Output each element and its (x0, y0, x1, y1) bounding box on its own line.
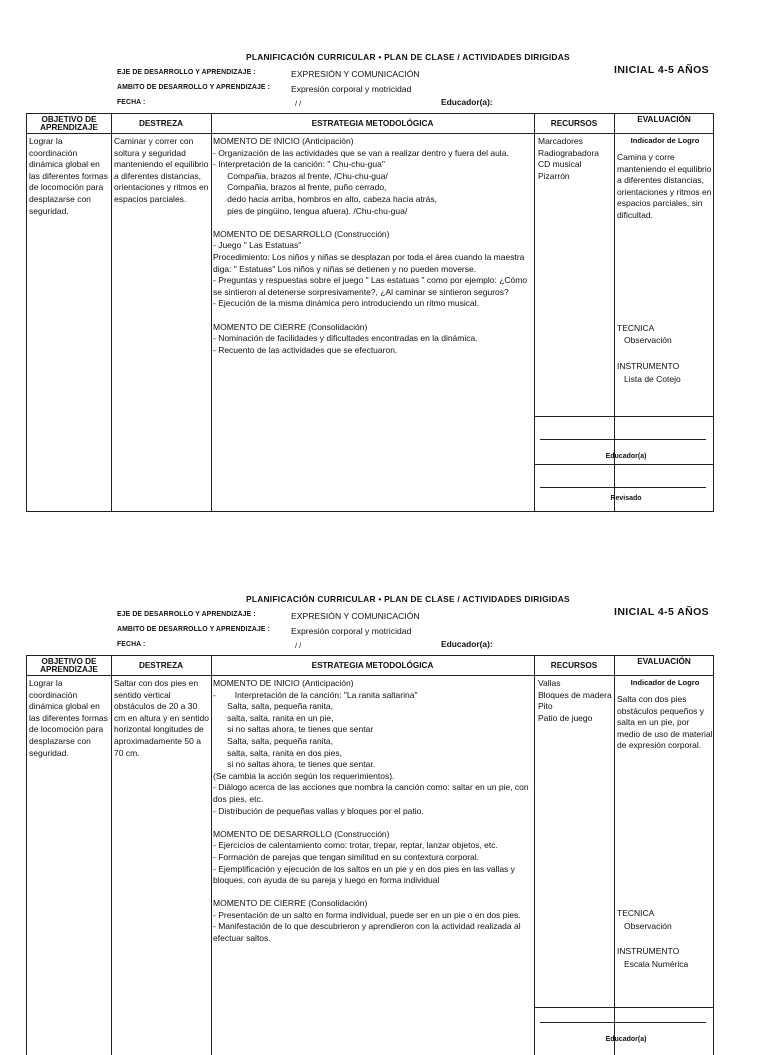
tecnica-value: Observación (624, 335, 672, 345)
column-divider (534, 114, 535, 511)
eje-label: EJE DE DESARROLLO Y APRENDIZAJE : (117, 611, 256, 618)
col-evaluacion-header: EVALUACIÓN (637, 115, 691, 124)
plan-table (26, 113, 714, 512)
instrumento-label: INSTRUMENTO (617, 361, 680, 371)
level-label: INICIAL 4-5 AÑOS (614, 64, 710, 76)
col-destreza-header: DESTREZA (138, 118, 184, 128)
indicador-label: Indicador de Logro (630, 678, 700, 687)
educador-signature-line (540, 439, 706, 440)
level-label: INICIAL 4-5 AÑOS (614, 606, 710, 618)
educador-label: Educador(a): (441, 97, 493, 107)
plan-title: PLANIFICACIÓN CURRICULAR • PLAN DE CLASE / ACTIVIDADES DIRIGIDAS (246, 52, 570, 62)
fecha-label: FECHA : (117, 641, 146, 648)
recursos-list: Marcadores Radiograbadora CD musical Pizarrón (538, 136, 599, 181)
educador-signature-label: Educador(a) (605, 1036, 647, 1043)
column-divider (211, 114, 212, 511)
instrumento-value: Escala Numérica (624, 959, 689, 969)
header-divider (27, 675, 713, 676)
tecnica-label: TECNICA (617, 323, 655, 333)
signature-divider (534, 416, 713, 417)
ambito-value: Expresión corporal y motricidad (291, 84, 412, 94)
header-divider (27, 133, 713, 134)
objetivo-text: Lograr la coordinación dinámica global en las diferentes formas de locomoción para desplazarse con seguridad. (29, 678, 111, 758)
fecha-label: FECHA : (117, 99, 146, 106)
col-objetivo-header: OBJETIVO DE APRENDIZAJE (40, 656, 98, 674)
ambito-value: Expresión corporal y motricidad (291, 626, 412, 636)
objetivo-text: Lograr la coordinación dinámica global en las diferentes formas de locomoción para desplazarse con seguridad. (29, 136, 111, 216)
col-recursos-header: RECURSOS (550, 118, 598, 128)
destreza-text: Caminar y correr con soltura y seguridad manteniendo el equilibrio a diferentes distancias, orientaciones y ritmos en espacios parciales. (114, 136, 211, 204)
signature-divider (534, 1007, 713, 1008)
col-estrategia-header: ESTRATEGIA METODOLÓGICA (311, 118, 434, 128)
col-destreza-header: DESTREZA (138, 660, 184, 670)
column-divider (211, 656, 212, 1055)
eje-label: EJE DE DESARROLLO Y APRENDIZAJE : (117, 69, 256, 76)
tecnica-label: TECNICA (617, 908, 655, 918)
indicador-text: Salta con dos pies obstáculos pequeños y salta en un pie, por medio de uso de material de expresión corporal. (617, 694, 713, 751)
col-estrategia-header: ESTRATEGIA METODOLÓGICA (311, 660, 434, 670)
revisado-signature-label: Revisado (610, 495, 642, 502)
column-divider (534, 656, 535, 1055)
tecnica-value: Observación (624, 921, 672, 931)
recursos-list: Vallas Bloques de madera Pito Patio de juego (538, 678, 612, 723)
educador-label: Educador(a): (441, 639, 493, 649)
indicador-text: Camina y corre manteniendo el equilibrio a diferentes distancias, orientaciones y ritmos en espacios parciales, sin dificultad. (617, 152, 712, 220)
eje-value: EXPRESIÓN Y COMUNICACIÓN (291, 69, 420, 79)
plan-table (26, 655, 714, 1055)
ambito-label: AMBITO DE DESARROLLO Y APRENDIZAJE : (117, 626, 271, 633)
fecha-value: / / (295, 99, 302, 108)
plan-title: PLANIFICACIÓN CURRICULAR • PLAN DE CLASE / ACTIVIDADES DIRIGIDAS (246, 594, 570, 604)
instrumento-value: Lista de Cotejo (624, 374, 681, 384)
signature-divider (534, 464, 713, 465)
column-divider (614, 656, 615, 1055)
col-objetivo-header: OBJETIVO DE APRENDIZAJE (40, 114, 98, 132)
educador-signature-label: Educador(a) (605, 453, 647, 460)
fecha-value: / / (295, 641, 302, 650)
column-divider (111, 656, 112, 1055)
col-evaluacion-header: EVALUACIÓN (637, 657, 691, 666)
column-divider (614, 114, 615, 511)
estrategia-text: MOMENTO DE INICIO (Anticipación) - Organización de las actividades que se van a realizar dentro y fuera del aula. - Interpretación de la canción: " Chu-chu-gua" Compañia, brazos al frente, /Chu-chu-gua/ Compañia, brazos al frente, puño cerrado, dedo hacia arriba, hombros en alto, cabeza hacia atrás, pies de pingüino, lengua afuera). /Chu-chu-gua/ MOMENTO DE DESARROLLO (Construcción) - Juego " Las Estatuas" Procedimiento: Los niños y niñas se desplazan por toda el área cuando la maestra diga: " Estatuas" Los niños y niñas se detienen y no pueden moverse. - Preguntas y respuestas sobre el juego " Las estatuas " como por ejemplo: ¿Cómo se sintieron al detenerse sorpresivamente?, ¿Al caminar se sintieron seguros? - Ejecución de la misma dinámica pero introduciendo un ritmo musical. MOMENTO DE CIERRE (Consolidación) - Nominación de facilidades y dificultades encontradas en la dinámica. - Recuento de las actividades que se efectuaron. (213, 136, 528, 355)
col-recursos-header: RECURSOS (550, 660, 598, 670)
estrategia-text: MOMENTO DE INICIO (Anticipación) - Interpretación de la canción: "La ranita saltarina" Salta, salta, pequeña ranita, salta, salta, ranita en un pie, si no saltas ahora, te tienes que sentar Salta, salta, pequeña ranita, salta, salta, ranita en dos pies, si no saltas ahora, te tienes que sentar. (Se cambia la acción según los requerimientos). - Diálogo acerca de las acciones que nombra la canción como: saltar en un pie, con dos pies, etc. - Distribución de pequeñas vallas y bloques por el patio. MOMENTO DE DESARROLLO (Construcción) - Ejercicios de calentamiento como: trotar, trepar, reptar, lanzar objetos, etc. - Formación de parejas que tengan similitud en su contextura corporal. - Ejemplificación y ejecución de los saltos en un pie y en dos pies en las vallas y bloques, con ayuda de su pareja y luego en forma individual MOMENTO DE CIERRE (Consolidación) - Presentación de un salto en forma individual, puede ser en un pie o en dos pies. - Manifestación de lo que descubrieron y aprendieron con la actividad realizada al efectuar saltos. (213, 678, 529, 944)
instrumento-label: INSTRUMENTO (617, 946, 680, 956)
eje-value: EXPRESIÓN Y COMUNICACIÓN (291, 611, 420, 621)
educador-signature-line (540, 1022, 706, 1023)
revisado-signature-line (540, 487, 706, 488)
indicador-label: Indicador de Logro (630, 136, 700, 145)
destreza-text: Saltar con dos pies en sentido vertical obstáculos de 20 a 30 cm en altura y en sentido horizontal longitudes de aproximadamente 50 a 70 cm. (114, 678, 212, 758)
column-divider (111, 114, 112, 511)
ambito-label: AMBITO DE DESARROLLO Y APRENDIZAJE : (117, 84, 271, 91)
